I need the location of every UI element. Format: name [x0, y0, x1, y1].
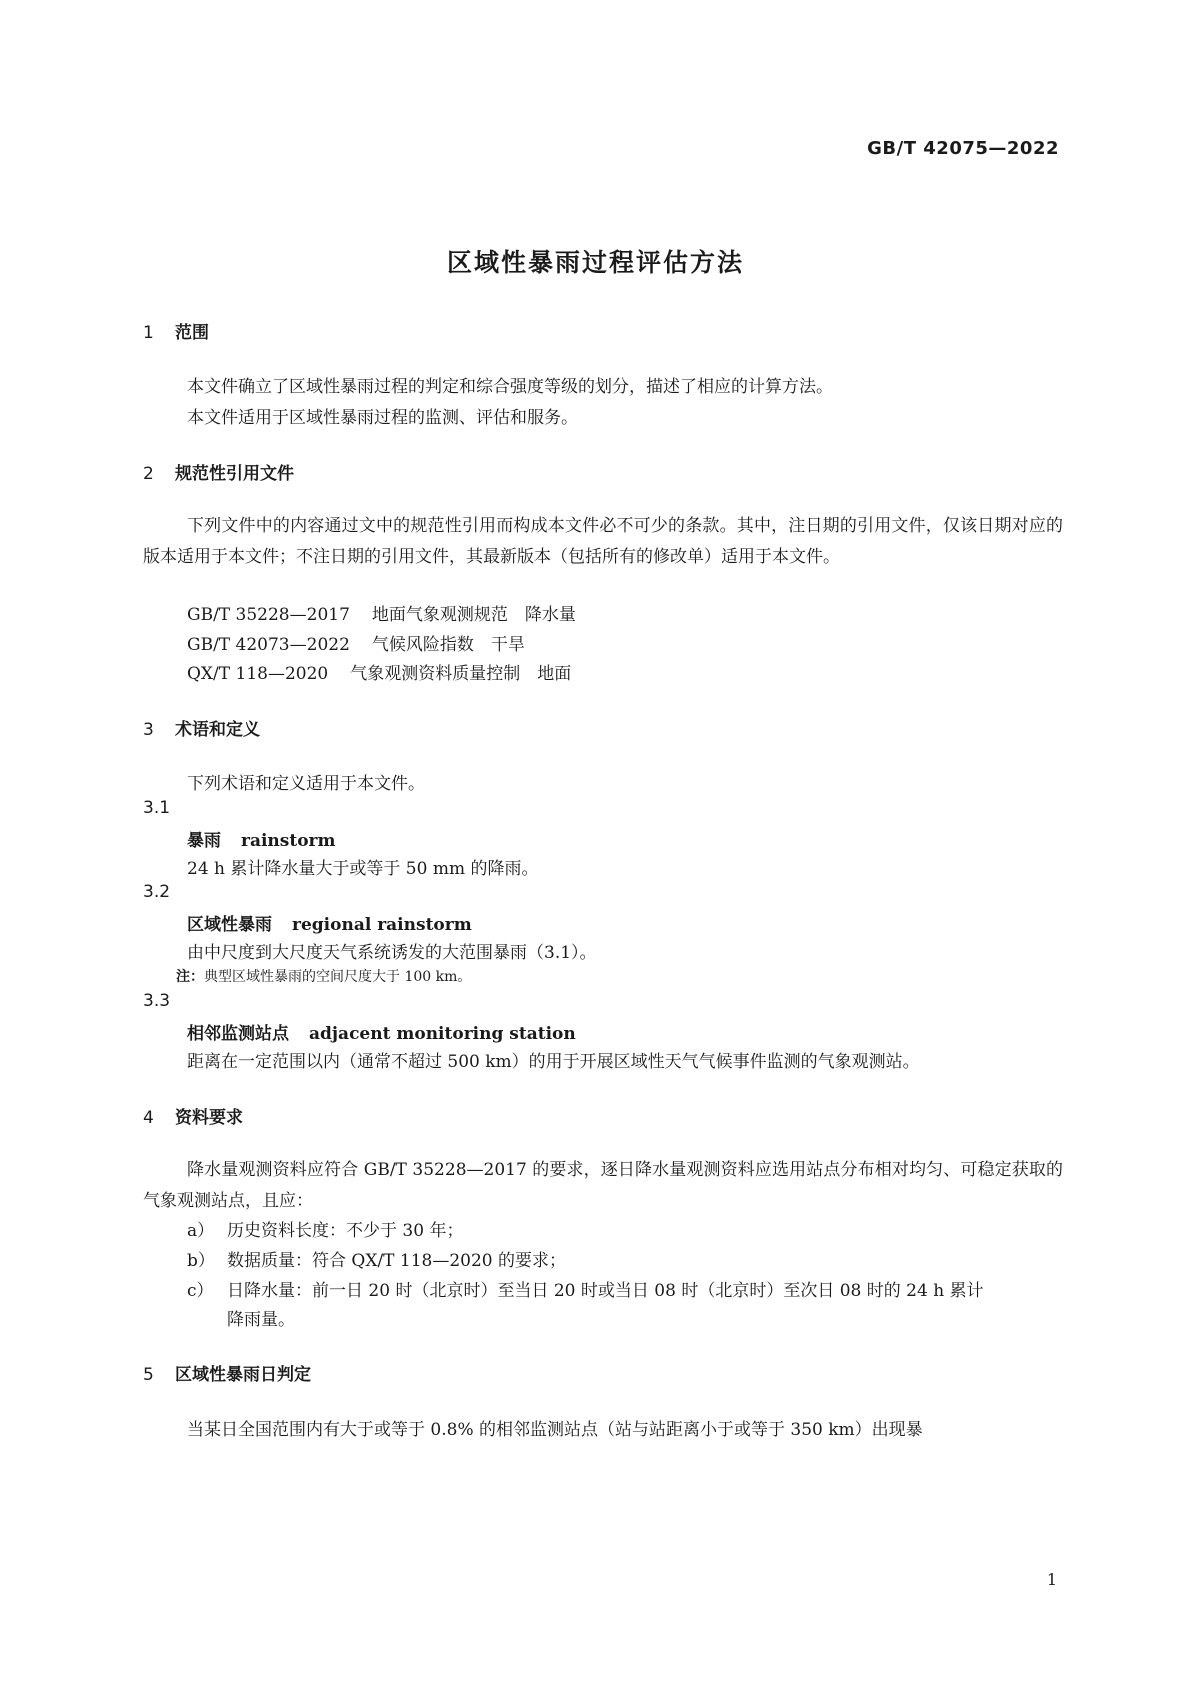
paragraph: 下列文件中的内容通过文中的规范性引用而构成本文件必不可少的条款。其中，注日期的引用文件，仅该日期对应的版本适用于本文件；不注日期的引用文件，其最新版本（包括所有的修改单）适用于本文件。 — [143, 516, 1063, 567]
section-title: 区域性暴雨日判定 — [175, 1365, 311, 1385]
section-number: 5 — [143, 1365, 154, 1385]
term-zh: 相邻监测站点 — [187, 1024, 289, 1044]
reference-code: GB/T 35228—2017 — [187, 605, 350, 625]
standard-code: GB/T 42075—2022 — [867, 138, 1059, 159]
reference-name: 地面气象观测规范 降水量 — [371, 605, 576, 625]
section-number: 4 — [143, 1108, 154, 1128]
list-item — [187, 1216, 463, 1241]
note-text: 典型区域性暴雨的空间尺度大于 100 km。 — [204, 969, 472, 985]
page-number: 1 — [1046, 1570, 1057, 1589]
term-number: 3.2 — [143, 882, 171, 902]
list-item — [187, 1276, 984, 1301]
list-item-continuation: 降雨量。 — [227, 1310, 295, 1330]
section-title: 术语和定义 — [175, 720, 260, 740]
term-definition: 24 h 累计降水量大于或等于 50 mm 的降雨。 — [187, 859, 539, 879]
paragraph: 本文件确立了区域性暴雨过程的判定和综合强度等级的划分，描述了相应的计算方法。 — [187, 377, 833, 397]
term-number: 3.3 — [143, 991, 171, 1011]
section-2-heading — [143, 459, 294, 484]
reference-code: QX/T 118—2020 — [187, 664, 329, 684]
term-en: rainstorm — [241, 831, 336, 851]
reference-name: 气候风险指数 干旱 — [371, 635, 525, 655]
term-heading — [187, 910, 472, 935]
section-5-heading — [143, 1360, 311, 1385]
list-text: 日降水量：前一日 20 时（北京时）至当日 20 时或当日 08 时（北京时）至次日 08 时的 24 h 累计 — [227, 1281, 984, 1301]
reference-item — [187, 600, 576, 625]
document-title: 区域性暴雨过程评估方法 — [446, 248, 744, 277]
term-zh: 区域性暴雨 — [187, 915, 272, 935]
term-zh: 暴雨 — [187, 831, 221, 851]
list-text: 数据质量：符合 QX/T 118—2020 的要求； — [227, 1251, 567, 1271]
reference-code: GB/T 42073—2022 — [187, 635, 350, 655]
paragraph: 降水量观测资料应符合 GB/T 35228—2017 的要求，逐日降水量观测资料应选用站点分布相对均匀、可稳定获取的气象观测站点，且应： — [143, 1160, 1063, 1211]
term-en: adjacent monitoring station — [309, 1024, 576, 1044]
paragraph: 当某日全国范围内有大于或等于 0.8% 的相邻监测站点（站与站距离小于或等于 350 km）出现暴 — [187, 1420, 923, 1440]
section-number: 2 — [143, 464, 154, 484]
section-1-heading — [143, 318, 209, 343]
term-number: 3.1 — [143, 798, 171, 818]
section-3-heading — [143, 715, 260, 740]
section-4-heading — [143, 1103, 243, 1128]
paragraph: 下列术语和定义适用于本文件。 — [187, 774, 425, 794]
list-text: 历史资料长度：不少于 30 年； — [227, 1221, 464, 1241]
term-en: regional rainstorm — [292, 915, 472, 935]
list-item — [187, 1246, 566, 1271]
reference-item — [187, 630, 525, 655]
note-label: 注： — [176, 969, 204, 985]
paragraph: 本文件适用于区域性暴雨过程的监测、评估和服务。 — [187, 408, 578, 428]
section-number: 3 — [143, 720, 154, 740]
list-marker: c） — [187, 1281, 214, 1301]
reference-item — [187, 659, 571, 684]
section-title: 资料要求 — [175, 1108, 243, 1128]
section-title: 规范性引用文件 — [175, 464, 294, 484]
term-definition: 距离在一定范围以内（通常不超过 500 km）的用于开展区域性天气气候事件监测的气象观测站。 — [187, 1052, 920, 1072]
section-title: 范围 — [175, 323, 209, 343]
term-heading — [187, 826, 336, 851]
term-heading — [187, 1019, 576, 1044]
section-number: 1 — [143, 323, 154, 343]
term-note — [176, 966, 471, 986]
term-definition: 由中尺度到大尺度天气系统诱发的大范围暴雨（3.1）。 — [187, 943, 597, 963]
list-marker: a） — [187, 1221, 215, 1241]
list-marker: b） — [187, 1251, 215, 1271]
reference-name: 气象观测资料质量控制 地面 — [350, 664, 572, 684]
